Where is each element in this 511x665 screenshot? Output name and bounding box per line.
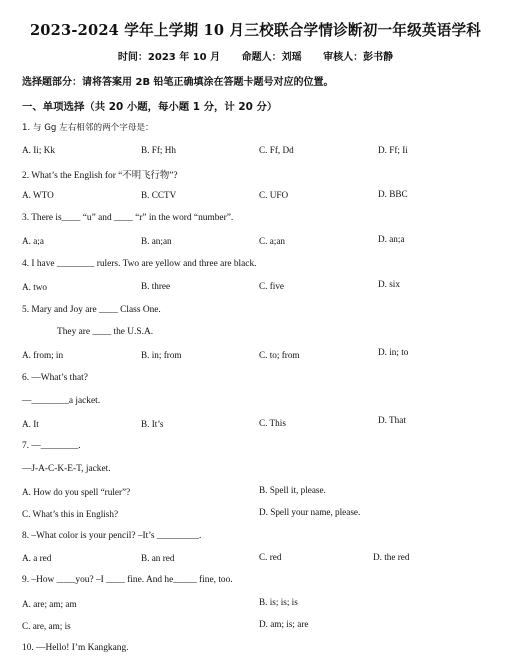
question-2-stem: 2. What’s the English for “不明飞行物”? <box>22 171 178 181</box>
question-8-option-d: D. the red <box>373 552 410 562</box>
question-8-stem: 8. –What color is your pencil? –It’s _________. <box>22 531 202 541</box>
question-5-stem: 5. Mary and Joy are ____ Class One. <box>22 305 161 315</box>
question-6-stem: 6. —What’s that? <box>22 373 88 383</box>
question-7-stem-second: —J-A-C-K-E-T, jacket. <box>22 464 111 474</box>
question-8-option-c: C. red <box>259 552 282 562</box>
question-3-option-a: A. a;a <box>22 236 44 246</box>
question-6-option-c: C. This <box>259 418 286 428</box>
question-5-option-c: C. to; from <box>259 350 300 360</box>
exam-setter: 命题人：刘瑶 <box>241 52 302 63</box>
question-1-option-d: D. Ff; Ii <box>378 145 408 155</box>
exam-title: 2023-2024 学年上学期 10 月三校联合学情诊断初一年级英语学科 <box>29 22 482 39</box>
question-1-option-b: B. Ff; Hh <box>141 145 176 155</box>
question-4-stem: 4. I have ________ rulers. Two are yellow and three are black. <box>22 259 257 269</box>
answer-notice: 选择题部分：请将答案用 2B 铅笔正确填涂在答题卡题号对应的位置。 <box>22 77 334 88</box>
question-9-option-b: B. is; is; is <box>259 597 298 607</box>
question-5-option-b: B. in; from <box>141 350 182 360</box>
question-9-option-a: A. are; am; am <box>22 599 77 609</box>
question-5-option-a: A. from; in <box>22 350 64 360</box>
exam-reviewer: 审核人：彭书静 <box>323 52 394 63</box>
question-8-option-a: A. a red <box>22 553 52 563</box>
question-4-option-d: D. six <box>378 279 400 289</box>
question-1-option-c: C. Ff, Dd <box>259 145 294 155</box>
question-6-option-d: D. That <box>378 415 406 425</box>
question-8-option-b: B. an red <box>141 553 175 563</box>
question-9-option-d: D. am; is; are <box>259 619 309 629</box>
question-9-stem: 9. –How ____you? –I ____ fine. And he_____ fine, too. <box>22 575 233 585</box>
question-4-option-b: B. three <box>141 281 171 291</box>
question-3-option-d: D. an;a <box>378 234 405 244</box>
question-7-stem: 7. —________. <box>22 441 81 451</box>
section-heading: 一、单项选择（共 20 小题，每小题 1 分，计 20 分） <box>22 101 278 113</box>
exam-time: 时间：2023 年 10 月 <box>117 52 221 63</box>
question-7-option-c: C. What’s this in English? <box>22 509 119 519</box>
question-9-option-c: C. are, am; is <box>22 621 71 631</box>
question-6-option-b: B. It’s <box>141 419 164 429</box>
question-5-option-d: D. in; to <box>378 347 409 357</box>
question-6-option-a: A. It <box>22 419 39 429</box>
question-3-stem: 3. There is____ “u” and ____ “r” in the word “number”. <box>22 213 234 223</box>
question-6-stem-second: —________a jacket. <box>22 396 101 406</box>
question-7-option-a: A. How do you spell “ruler”? <box>22 487 131 497</box>
question-1-option-a: A. Ii; Kk <box>22 145 55 155</box>
question-5-stem-second: They are ____ the U.S.A. <box>57 327 154 337</box>
question-3-option-c: C. a;an <box>259 236 286 246</box>
question-2-option-b: B. CCTV <box>141 190 177 200</box>
question-7-option-b: B. Spell it, please. <box>259 485 326 495</box>
question-2-option-a: A. WTO <box>22 190 54 200</box>
question-2-option-d: D. BBC <box>378 189 408 199</box>
question-2-option-c: C. UFO <box>259 190 289 200</box>
question-10-stem: 10. —Hello! I’m Kangkang. <box>22 643 129 653</box>
question-1-stem: 1. 与 Gg 左右相邻的两个字母是： <box>22 123 154 133</box>
question-4-option-c: C. five <box>259 281 285 291</box>
question-3-option-b: B. an;an <box>141 236 172 246</box>
question-7-option-d: D. Spell your name, please. <box>259 507 361 517</box>
exam-meta <box>0 48 511 63</box>
question-4-option-a: A. two <box>22 282 48 292</box>
